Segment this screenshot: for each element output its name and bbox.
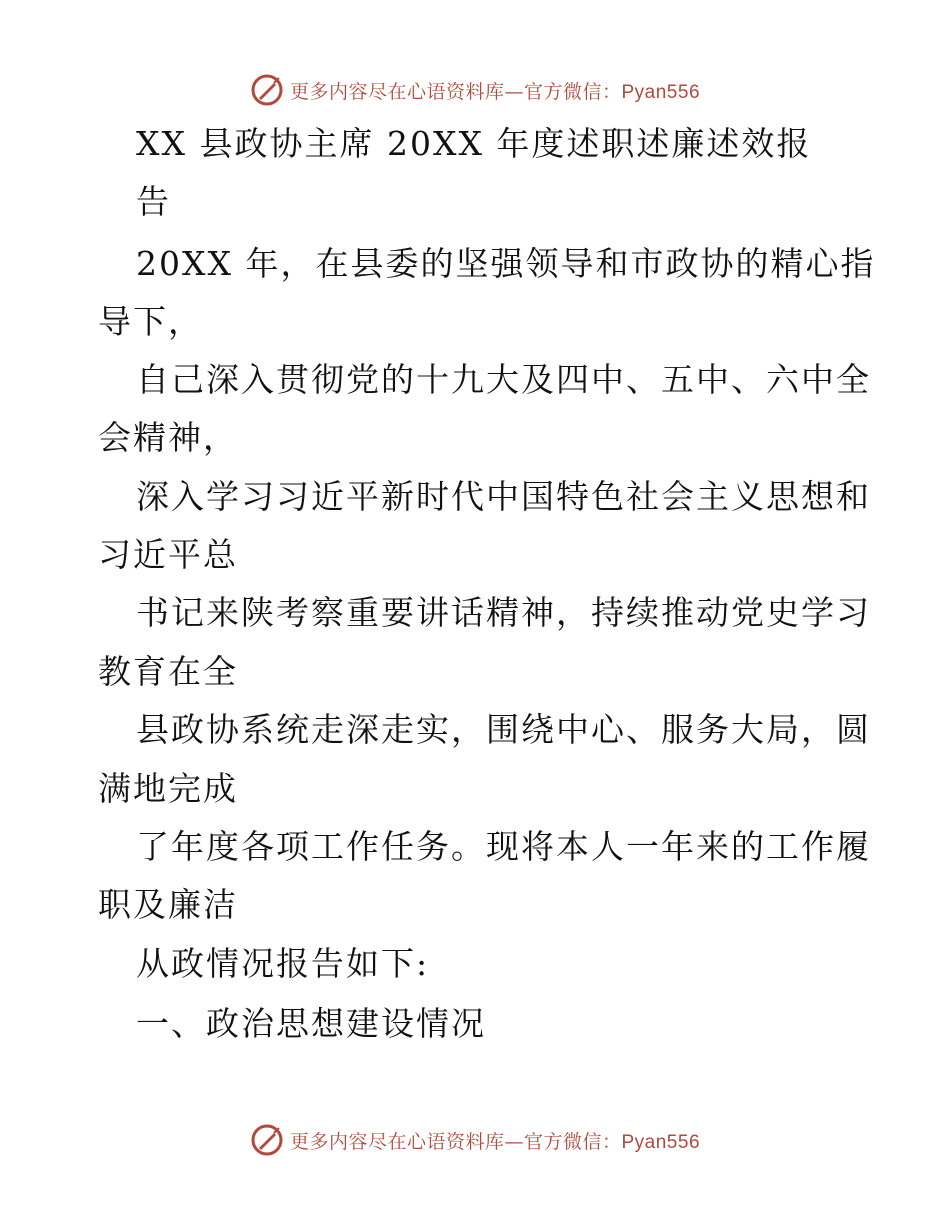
document-title-line-2: 告 bbox=[136, 182, 171, 221]
section-heading: 一、政治思想建设情况 bbox=[136, 1004, 486, 1043]
document-title-line-1: XX 县政协主席 20XX 年度述职述廉述效报 bbox=[136, 124, 812, 163]
header-watermark-banner bbox=[0, 70, 950, 110]
watermark-text: 更多内容尽在心语资料库—官方微信：Pyan556 bbox=[289, 1130, 701, 1153]
paragraph-line: 自己深入贯彻党的十九大及四中、五中、六中全 bbox=[136, 360, 871, 399]
paragraph-line: 导下， bbox=[98, 302, 203, 341]
watermark-text: 更多内容尽在心语资料库—官方微信：Pyan556 bbox=[289, 80, 701, 103]
paragraph-line: 深入学习习近平新时代中国特色社会主义思想和 bbox=[136, 477, 871, 516]
paragraph-line: 职及廉洁 bbox=[98, 885, 238, 924]
paragraph-line: 会精神， bbox=[98, 418, 238, 457]
footer-watermark-banner bbox=[0, 1120, 950, 1160]
quill-logo-icon bbox=[250, 73, 284, 107]
paragraph-line: 从政情况报告如下: bbox=[136, 944, 430, 983]
paragraph-line: 了年度各项工作任务。现将本人一年来的工作履 bbox=[136, 827, 871, 866]
paragraph-line: 教育在全 bbox=[98, 652, 238, 691]
quill-logo-icon bbox=[250, 1123, 284, 1157]
paragraph-line: 20XX 年，在县委的坚强领导和市政协的精心指 bbox=[136, 244, 876, 283]
paragraph-line: 书记来陕考察重要讲话精神，持续推动党史学习 bbox=[136, 593, 871, 632]
paragraph-line: 习近平总 bbox=[98, 535, 238, 574]
paragraph-line: 满地完成 bbox=[98, 769, 238, 808]
paragraph-line: 县政协系统走深走实，围绕中心、服务大局，圆 bbox=[136, 710, 871, 749]
